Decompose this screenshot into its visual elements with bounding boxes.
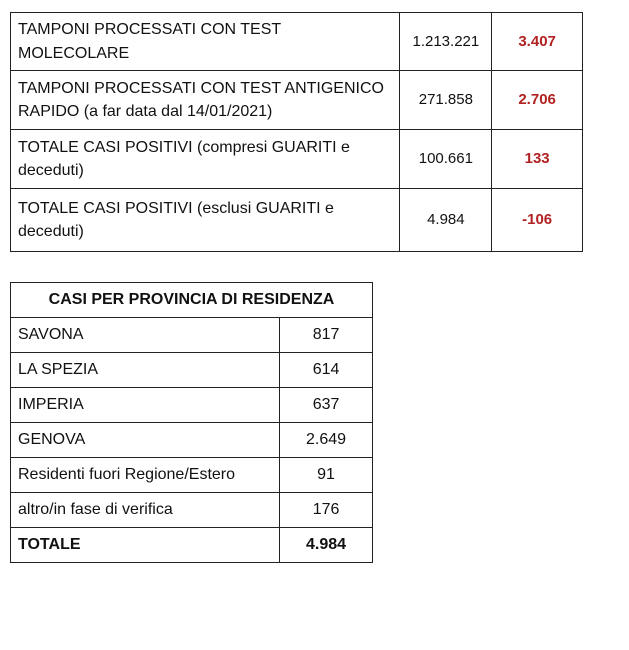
province-table <box>10 282 373 563</box>
table-header-row <box>11 283 373 318</box>
table-row <box>11 458 373 493</box>
province-value-la-spezia: 614 <box>280 353 373 388</box>
table-row <box>11 423 373 458</box>
summary-delta-total-excluding: -106 <box>492 189 583 252</box>
province-label-la-spezia: LA SPEZIA <box>11 353 280 388</box>
province-label-savona: SAVONA <box>11 318 280 353</box>
province-value-imperia: 637 <box>280 388 373 423</box>
province-value-outside-region: 91 <box>280 458 373 493</box>
summary-table <box>10 12 583 252</box>
summary-delta-total-including: 133 <box>492 130 583 189</box>
table-row <box>11 189 583 252</box>
summary-label-antigen: TAMPONI PROCESSATI CON TEST ANTIGENICO RAPIDO (a far data dal 14/01/2021) <box>11 71 400 130</box>
summary-value-molecular: 1.213.221 <box>400 13 492 71</box>
province-label-imperia: IMPERIA <box>11 388 280 423</box>
province-table-title: CASI PER PROVINCIA DI RESIDENZA <box>11 283 373 318</box>
province-value-savona: 817 <box>280 318 373 353</box>
province-label-genova: GENOVA <box>11 423 280 458</box>
summary-label-molecular: TAMPONI PROCESSATI CON TEST MOLECOLARE <box>11 13 400 71</box>
table-row <box>11 388 373 423</box>
table-row <box>11 13 583 71</box>
summary-value-total-excluding: 4.984 <box>400 189 492 252</box>
province-value-genova: 2.649 <box>280 423 373 458</box>
province-total-label: TOTALE <box>11 528 280 563</box>
table-row <box>11 71 583 130</box>
summary-value-total-including: 100.661 <box>400 130 492 189</box>
summary-label-total-including: TOTALE CASI POSITIVI (compresi GUARITI e deceduti) <box>11 130 400 189</box>
table-row <box>11 130 583 189</box>
summary-delta-molecular: 3.407 <box>492 13 583 71</box>
table-row <box>11 353 373 388</box>
table-row-total <box>11 528 373 563</box>
table-row <box>11 493 373 528</box>
summary-label-total-excluding: TOTALE CASI POSITIVI (esclusi GUARITI e deceduti) <box>11 189 400 252</box>
summary-value-antigen: 271.858 <box>400 71 492 130</box>
summary-delta-antigen: 2.706 <box>492 71 583 130</box>
table-row <box>11 318 373 353</box>
province-label-outside-region: Residenti fuori Regione/Estero <box>11 458 280 493</box>
province-total-value: 4.984 <box>280 528 373 563</box>
province-value-pending: 176 <box>280 493 373 528</box>
province-label-pending: altro/in fase di verifica <box>11 493 280 528</box>
